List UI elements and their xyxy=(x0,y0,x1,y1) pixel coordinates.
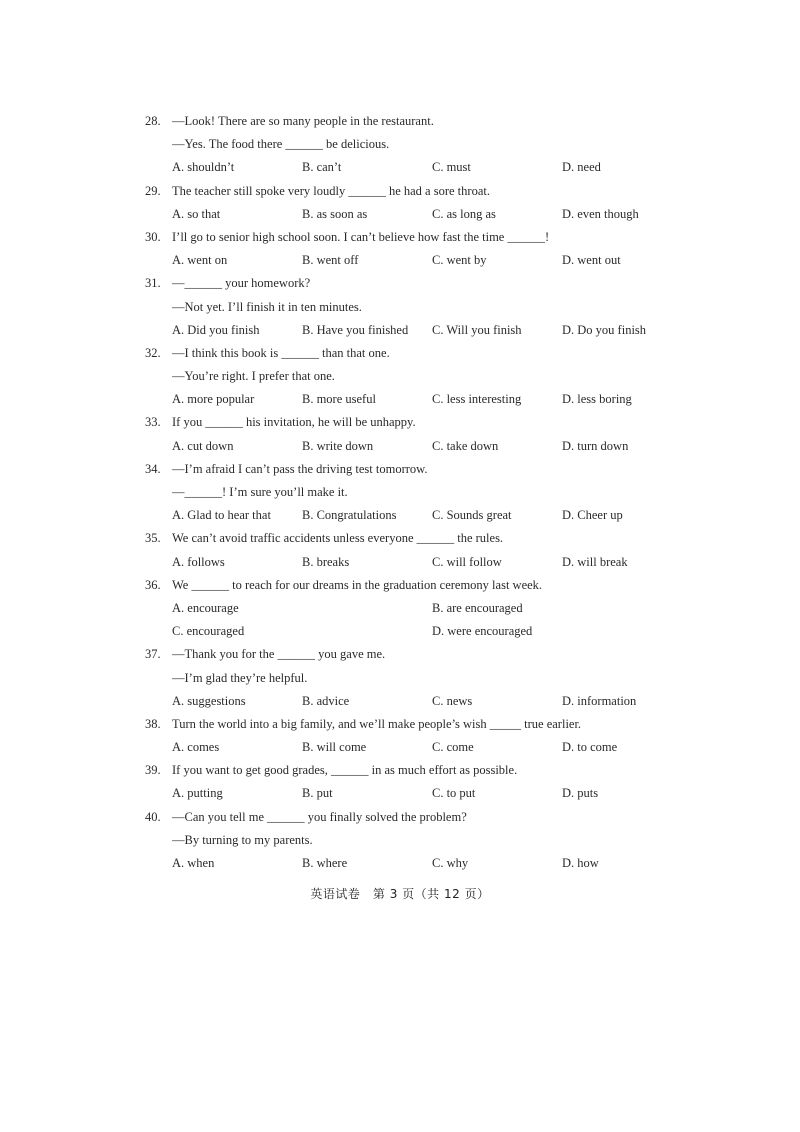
answer-option: C. will follow xyxy=(432,554,502,569)
answer-option: B. can’t xyxy=(302,160,342,175)
question-text: We can’t avoid traffic accidents unless everyone ______ the rules. xyxy=(172,531,504,546)
question-dialogue-line xyxy=(145,667,685,690)
answer-option: C. less interesting xyxy=(432,392,522,407)
question-text: —Can you tell me ______ you finally solved the problem? xyxy=(172,809,467,824)
answer-option: A. cut down xyxy=(172,438,234,453)
question-28 xyxy=(145,110,685,180)
question-30 xyxy=(145,226,685,272)
option-row xyxy=(145,620,685,643)
question-text: —______ your homework? xyxy=(172,276,311,291)
question-32 xyxy=(145,342,685,412)
answer-option: C. must xyxy=(432,160,471,175)
answer-option: B. will come xyxy=(302,740,367,755)
question-text: The teacher still spoke very loudly ______ he had a sore throat. xyxy=(172,183,490,198)
question-number: 37. xyxy=(145,647,161,662)
question-number: 35. xyxy=(145,531,161,546)
question-dialogue-line xyxy=(145,365,685,388)
question-stem xyxy=(145,342,685,365)
question-text: —Yes. The food there ______ be delicious. xyxy=(172,137,390,152)
question-text: —You’re right. I prefer that one. xyxy=(172,369,335,384)
answer-option: B. Have you finished xyxy=(302,322,409,337)
answer-option: D. turn down xyxy=(562,438,629,453)
answer-option: B. put xyxy=(302,786,333,801)
answer-option: D. were encouraged xyxy=(432,624,533,639)
answer-option: C. come xyxy=(432,740,474,755)
option-row xyxy=(145,319,685,342)
question-text: —Thank you for the ______ you gave me. xyxy=(172,647,386,662)
answer-option: B. where xyxy=(302,856,348,870)
page-footer: 英语试卷 第 3 页（共 12 页） xyxy=(310,887,490,901)
question-37 xyxy=(145,643,685,713)
question-stem xyxy=(145,226,685,249)
question-number: 30. xyxy=(145,229,161,244)
question-number: 40. xyxy=(145,809,161,824)
answer-option: A. shouldn’t xyxy=(172,160,235,175)
question-text: If you ______ his invitation, he will be unhappy. xyxy=(172,415,416,430)
option-row xyxy=(145,597,685,620)
answer-option: D. information xyxy=(562,693,637,708)
answer-option: C. as long as xyxy=(432,206,496,221)
question-stem xyxy=(145,643,685,666)
answer-option: B. advice xyxy=(302,693,350,708)
question-text: If you want to get good grades, ______ in as much effort as possible. xyxy=(172,763,518,778)
answer-option: B. as soon as xyxy=(302,206,368,221)
question-text: We ______ to reach for our dreams in the graduation ceremony last week. xyxy=(172,577,543,592)
answer-option: D. puts xyxy=(562,786,599,801)
question-40 xyxy=(145,806,685,876)
option-row xyxy=(145,388,685,411)
question-number: 28. xyxy=(145,114,161,128)
question-list xyxy=(145,110,685,875)
question-stem xyxy=(145,272,685,295)
option-row xyxy=(145,435,685,458)
answer-option: A. when xyxy=(172,856,215,870)
question-text: Turn the world into a big family, and we’ll make people’s wish _____ true earlier. xyxy=(172,716,582,731)
answer-option: C. why xyxy=(432,856,469,870)
answer-option: C. Sounds great xyxy=(432,508,512,523)
answer-option: B. more useful xyxy=(302,392,376,407)
question-text: —I’m afraid I can’t pass the driving test tomorrow. xyxy=(172,461,428,476)
question-stem xyxy=(145,806,685,829)
question-text: —Not yet. I’ll finish it in ten minutes. xyxy=(172,299,362,314)
question-text: —I’m glad they’re helpful. xyxy=(172,670,308,685)
question-text: —______! I’m sure you’ll make it. xyxy=(172,485,348,499)
question-stem xyxy=(145,180,685,203)
answer-option: B. went off xyxy=(302,253,359,268)
question-stem xyxy=(145,411,685,434)
question-stem xyxy=(145,713,685,736)
question-stem xyxy=(145,458,685,481)
question-text: —Look! There are so many people in the restaurant. xyxy=(172,114,434,128)
question-number: 31. xyxy=(145,276,161,291)
answer-option: C. encouraged xyxy=(172,624,245,639)
answer-option: B. are encouraged xyxy=(432,600,523,615)
question-dialogue-line xyxy=(145,481,685,504)
answer-option: C. Will you finish xyxy=(432,322,522,337)
option-row xyxy=(145,249,685,272)
answer-option: C. take down xyxy=(432,438,499,453)
answer-option: B. breaks xyxy=(302,554,350,569)
question-number: 39. xyxy=(145,763,161,778)
question-35 xyxy=(145,527,685,573)
answer-option: B. write down xyxy=(302,438,374,453)
question-text: —By turning to my parents. xyxy=(172,832,313,847)
question-stem xyxy=(145,110,685,133)
option-row xyxy=(145,782,685,805)
answer-option: A. more popular xyxy=(172,392,255,407)
answer-option: C. news xyxy=(432,693,473,708)
question-number: 33. xyxy=(145,415,161,430)
question-text: —I think this book is ______ than that one. xyxy=(172,345,390,360)
option-row xyxy=(145,203,685,226)
question-number: 34. xyxy=(145,461,161,476)
answer-option: D. to come xyxy=(562,740,618,755)
question-stem xyxy=(145,527,685,550)
question-stem xyxy=(145,759,685,782)
question-39 xyxy=(145,759,685,805)
answer-option: D. Do you finish xyxy=(562,322,647,337)
question-31 xyxy=(145,272,685,342)
answer-option: D. need xyxy=(562,160,601,175)
answer-option: A. putting xyxy=(172,786,223,801)
question-number: 36. xyxy=(145,577,161,592)
option-row xyxy=(145,690,685,713)
answer-option: A. follows xyxy=(172,554,225,569)
question-34 xyxy=(145,458,685,528)
question-38 xyxy=(145,713,685,759)
answer-option: D. how xyxy=(562,856,599,870)
option-row xyxy=(145,156,685,179)
answer-option: A. Did you finish xyxy=(172,322,260,337)
option-row xyxy=(145,504,685,527)
answer-option: C. went by xyxy=(432,253,487,268)
option-row xyxy=(145,551,685,574)
answer-option: A. suggestions xyxy=(172,693,246,708)
answer-option: D. went out xyxy=(562,253,621,268)
answer-option: A. comes xyxy=(172,740,220,755)
question-dialogue-line xyxy=(145,829,685,852)
question-text: I’ll go to senior high school soon. I can’t believe how fast the time ______! xyxy=(172,229,550,244)
question-dialogue-line xyxy=(145,296,685,319)
option-row xyxy=(145,852,685,875)
answer-option: D. Cheer up xyxy=(562,508,623,523)
answer-option: A. so that xyxy=(172,206,221,221)
answer-option: A. Glad to hear that xyxy=(172,508,271,523)
option-row xyxy=(145,736,685,759)
question-29 xyxy=(145,180,685,226)
question-dialogue-line xyxy=(145,133,685,156)
answer-option: D. even though xyxy=(562,206,639,221)
question-number: 29. xyxy=(145,183,161,198)
answer-option: D. less boring xyxy=(562,392,632,407)
question-number: 32. xyxy=(145,345,161,360)
answer-option: A. went on xyxy=(172,253,228,268)
answer-option: D. will break xyxy=(562,554,628,569)
question-number: 38. xyxy=(145,716,161,731)
question-33 xyxy=(145,411,685,457)
answer-option: A. encourage xyxy=(172,600,239,615)
answer-option: B. Congratulations xyxy=(302,508,397,523)
question-36 xyxy=(145,574,685,644)
question-stem xyxy=(145,574,685,597)
answer-option: C. to put xyxy=(432,786,476,801)
